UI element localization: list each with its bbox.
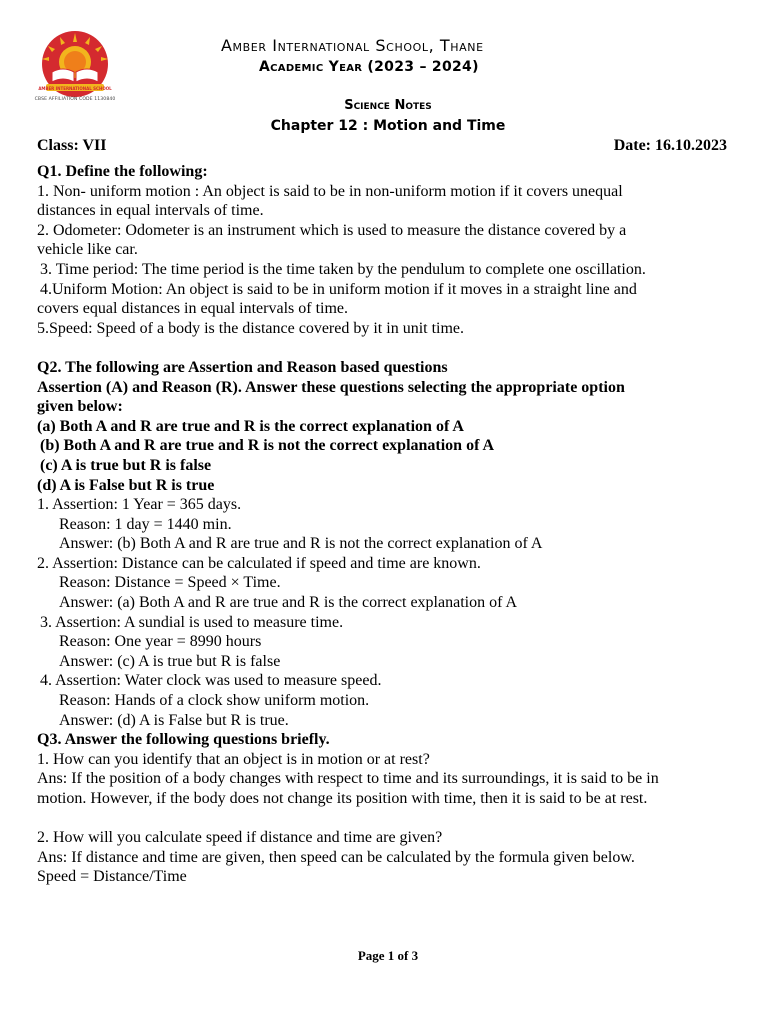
- q2-option: (a) Both A and R are true and R is the correct explanation of A: [37, 417, 464, 435]
- q3-answer: Ans: If the position of a body changes with respect to time and its surroundings, it is said to be in: [37, 770, 659, 788]
- q1-line: vehicle like car.: [37, 241, 138, 259]
- chapter-title: Chapter 12 : Motion and Time: [270, 118, 506, 134]
- class-label: Class: VII: [37, 137, 107, 154]
- q2-assertion: 1. Assertion: 1 Year = 365 days.: [37, 496, 242, 514]
- school-name: Amber International School, Thane: [221, 36, 484, 55]
- q1-heading: Q1. Define the following:: [37, 163, 208, 180]
- q2-option: (c) A is true but R is false: [40, 456, 212, 474]
- q2-answer: Answer: (d) A is False but R is true.: [59, 711, 289, 729]
- q3-question: 1. How can you identify that an object is in motion or at rest?: [37, 750, 430, 768]
- q2-answer: Answer: (b) Both A and R are true and R is not the correct explanation of A: [59, 535, 543, 553]
- q2-heading: Q2. The following are Assertion and Reason based questions: [37, 358, 448, 376]
- logo-text: AMBER INTERNATIONAL SCHOOL: [38, 85, 112, 91]
- q2-reason: Reason: Distance = Speed × Time.: [59, 574, 281, 592]
- q2-reason: Reason: 1 day = 1440 min.: [59, 515, 232, 533]
- spacer: [37, 338, 737, 358]
- academic-year: Academic Year (2023 – 2024): [259, 59, 479, 75]
- q2-reason: Reason: Hands of a clock show uniform motion.: [59, 692, 370, 710]
- q1-line: 3. Time period: The time period is the time taken by the pendulum to complete one oscillation.: [40, 260, 646, 278]
- q3-heading: Q3. Answer the following questions briefly.: [37, 731, 330, 749]
- q1-line: 1. Non- uniform motion : An object is said to be in non-uniform motion if it covers unequal: [37, 182, 623, 200]
- q2-assertion: 2. Assertion: Distance can be calculated if speed and time are known.: [37, 554, 481, 572]
- subject-title: Science Notes: [344, 98, 432, 113]
- school-logo-emblem-icon: [30, 28, 120, 98]
- q2-assertion: 4. Assertion: Water clock was used to measure speed.: [40, 672, 382, 690]
- q3-question: 2. How will you calculate speed if distance and time are given?: [37, 829, 443, 847]
- notes-body: [37, 162, 737, 887]
- spacer: [37, 809, 737, 829]
- q1-line: 5.Speed: Speed of a body is the distance covered by it in unit time.: [37, 319, 465, 337]
- q2-option: (b) Both A and R are true and R is not the correct explanation of A: [40, 437, 495, 455]
- q3-answer: Ans: If distance and time are given, then speed can be calculated by the formula given below.: [37, 848, 635, 866]
- q1-line: 4.Uniform Motion: An object is said to be in uniform motion if it moves in a straight line and: [40, 280, 637, 298]
- q1-line: 2. Odometer: Odometer is an instrument which is used to measure the distance covered by a: [37, 221, 627, 239]
- q2-instruction: given below:: [37, 398, 123, 416]
- q1-line: covers equal distances in equal intervals of time.: [37, 300, 349, 318]
- q2-instruction: Assertion (A) and Reason (R). Answer these questions selecting the appropriate option: [37, 378, 625, 396]
- q3-answer: Speed = Distance/Time: [37, 868, 187, 886]
- logo-caption: CBSE AFFILIATION CODE 1130840: [34, 97, 116, 102]
- q1-line: distances in equal intervals of time.: [37, 202, 264, 220]
- q2-answer: Answer: (a) Both A and R are true and R is the correct explanation of A: [59, 594, 518, 612]
- q2-answer: Answer: (c) A is true but R is false: [59, 652, 281, 670]
- date-label: Date: 16.10.2023: [613, 137, 727, 154]
- q2-reason: Reason: One year = 8990 hours: [59, 633, 262, 651]
- q3-answer: motion. However, if the body does not change its position with time, then it is said to be at rest.: [37, 790, 648, 807]
- q2-assertion: 3. Assertion: A sundial is used to measure time.: [40, 613, 344, 631]
- q2-option: (d) A is False but R is true: [37, 476, 215, 494]
- page-number: Page 1 of 3: [357, 948, 419, 963]
- class-date-line: [37, 137, 727, 155]
